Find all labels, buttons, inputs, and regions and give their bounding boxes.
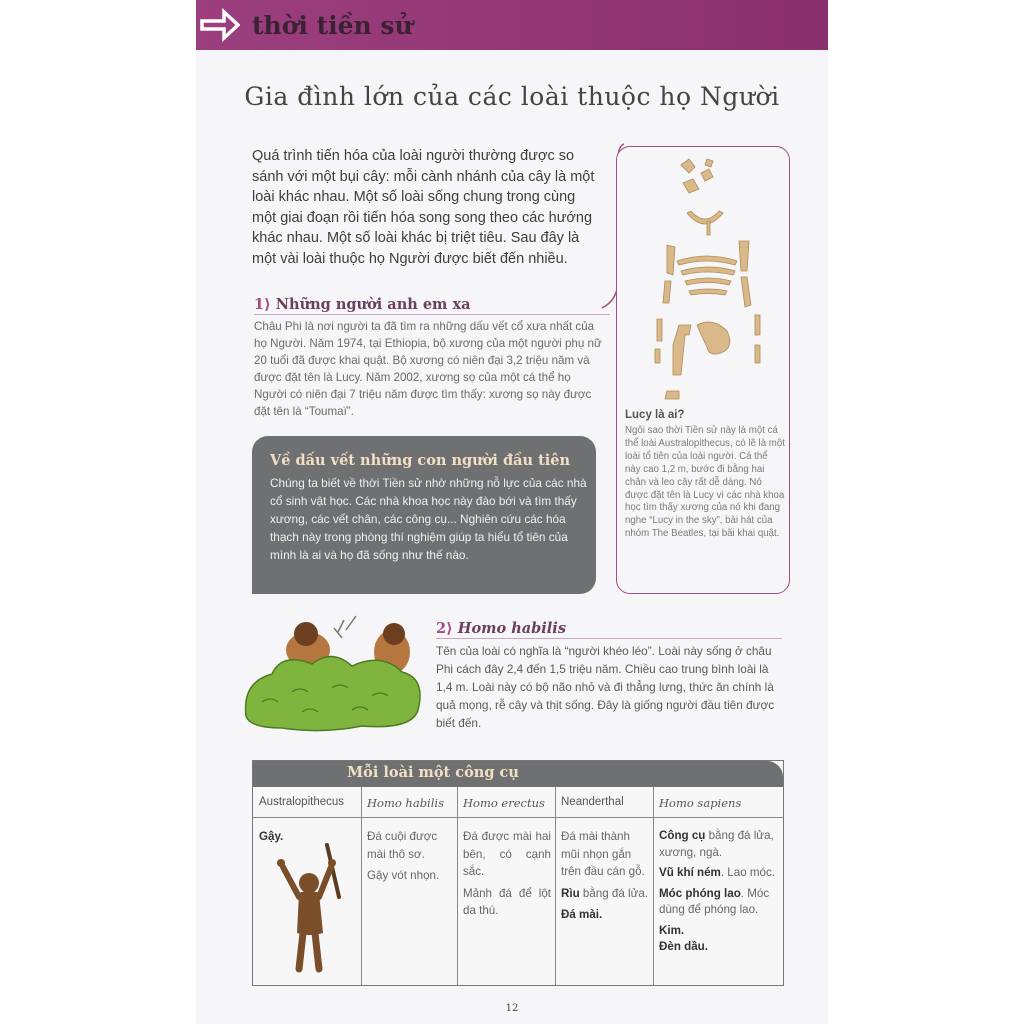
column-header-australopithecus: Australopithecus xyxy=(259,796,345,808)
tools-table xyxy=(252,760,784,986)
lucy-skeleton-image xyxy=(637,155,777,405)
section1-heading: 1⟩ Những người anh em xa xyxy=(254,296,471,313)
lucy-text: Ngôi sao thời Tiền sử này là một cá thể loài Australopithecus, có lẽ là một loài tổ tiên của loài người. Cá thể này cao 1,2 m, bước đi bằng hai chân và leo cây rất dễ dàng. Nó được đặt tên là Lucy vì các nhà khoa học tìm thấy xương của nó khi đang nghe “Lucy in the sky”, bài hát của nhóm The Beatles, tại bãi khai quật. xyxy=(625,425,785,540)
section-header xyxy=(196,0,828,50)
lucy-sidebar xyxy=(616,146,790,594)
section1-text: Châu Phi là nơi người ta đã tìm ra những dấu vết cổ xưa nhất của họ Người. Năm 1974, tại Ethiopia, bộ xương của một người phụ nữ 20 tuổi đã được khai quật. Bộ xương có niên đại 3,2 triệu năm và được đặt tên là Lucy. Năm 2002, xương sọ của một cá thể họ Người có niên đại 7 triệu năm được tìm thấy: xương sọ này được đặt tên là “Toumaï”. xyxy=(254,320,602,418)
arrow-right-icon xyxy=(200,8,240,42)
section2-heading: 2⟩ Homo habilis xyxy=(436,620,566,637)
section-tag: thời tiền sử xyxy=(252,11,413,40)
lucy-question: Lucy là ai? xyxy=(625,409,685,421)
column-header-homo-sapiens: Homo sapiens xyxy=(659,796,742,810)
tools-table-header xyxy=(253,761,783,787)
book-page xyxy=(196,0,828,1024)
research-box-title: Về dấu vết những con người đầu tiên xyxy=(270,452,571,469)
tools-table-title: Mỗi loài một công cụ xyxy=(347,764,519,781)
section2-title: Homo habilis xyxy=(457,620,566,637)
cell-homo-erectus: Đá được mài hai bên, có cạnh sắc. Mảnh đá để lột da thú. xyxy=(463,830,551,917)
research-box xyxy=(252,436,596,594)
homo-habilis-illustration xyxy=(242,612,426,736)
section2-rule xyxy=(436,638,782,639)
column-header-homo-erectus: Homo erectus xyxy=(463,796,545,810)
section1-title: Những người anh em xa xyxy=(275,296,471,313)
column-header-homo-habilis: Homo habilis xyxy=(367,796,444,810)
page-title: Gia đình lớn của các loài thuộc họ Người xyxy=(244,82,780,111)
cell-homo-sapiens: Công cụ bằng đá lửa, xương, ngà. Vũ khí ném. Lao móc. Móc phóng lao. Móc dùng để phóng lao. Kim. Đèn dầu. xyxy=(659,829,775,953)
section1-rule xyxy=(254,314,610,315)
intro-paragraph: Quá trình tiến hóa của loài người thường được so sánh với một bụi cây: mỗi cành nhánh của cây là một loài khác nhau. Một số loài sống chung trong cùng một giai đoạn rồi tiến hóa song song theo các hướng khác nhau. Một số loài khác bị triệt tiêu. Sau đây là một vài loài thuộc họ Người được biết đến nhiều. xyxy=(252,148,595,267)
cell-homo-habilis: Đá cuội được mài thô sơ. Gậy vót nhọn. xyxy=(367,830,440,882)
australopithecus-illustration xyxy=(269,837,349,977)
page-number: 12 xyxy=(505,1003,519,1014)
section2-text: Tên của loài có nghĩa là “người khéo léo”. Loài này sống ở châu Phi cách đây 2,4 đến 1,5 triệu năm. Chiều cao trung bình loài là 1,4 m. Loài này có bộ não nhỏ và đi thẳng lưng, thức ăn chính là quả mọng, rễ cây và thịt sống. Đây là giống người đầu tiên được biết đến. xyxy=(436,644,775,730)
research-box-text: Chúng ta biết về thời Tiền sử nhờ những nỗ lực của các nhà cổ sinh vật học. Các nhà khoa học này đào bới và tìm thấy xương, các vết chân, các công cụ... Nghiên cứu các hóa thạch này trong phòng thí nghiệm giúp ta hiểu tổ tiên của mình là ai và họ đã sống như thế nào. xyxy=(270,476,587,562)
section1-number: 1 xyxy=(254,296,265,313)
cell-neanderthal: Đá mài thành mũi nhọn gắn trên đầu cán gỗ. Rìu bằng đá lửa. Đá mài. xyxy=(561,830,649,921)
cell-australopithecus: Gậy. xyxy=(259,830,284,843)
column-header-neanderthal: Neanderthal xyxy=(561,796,624,808)
section2-number: 2 xyxy=(436,620,447,637)
